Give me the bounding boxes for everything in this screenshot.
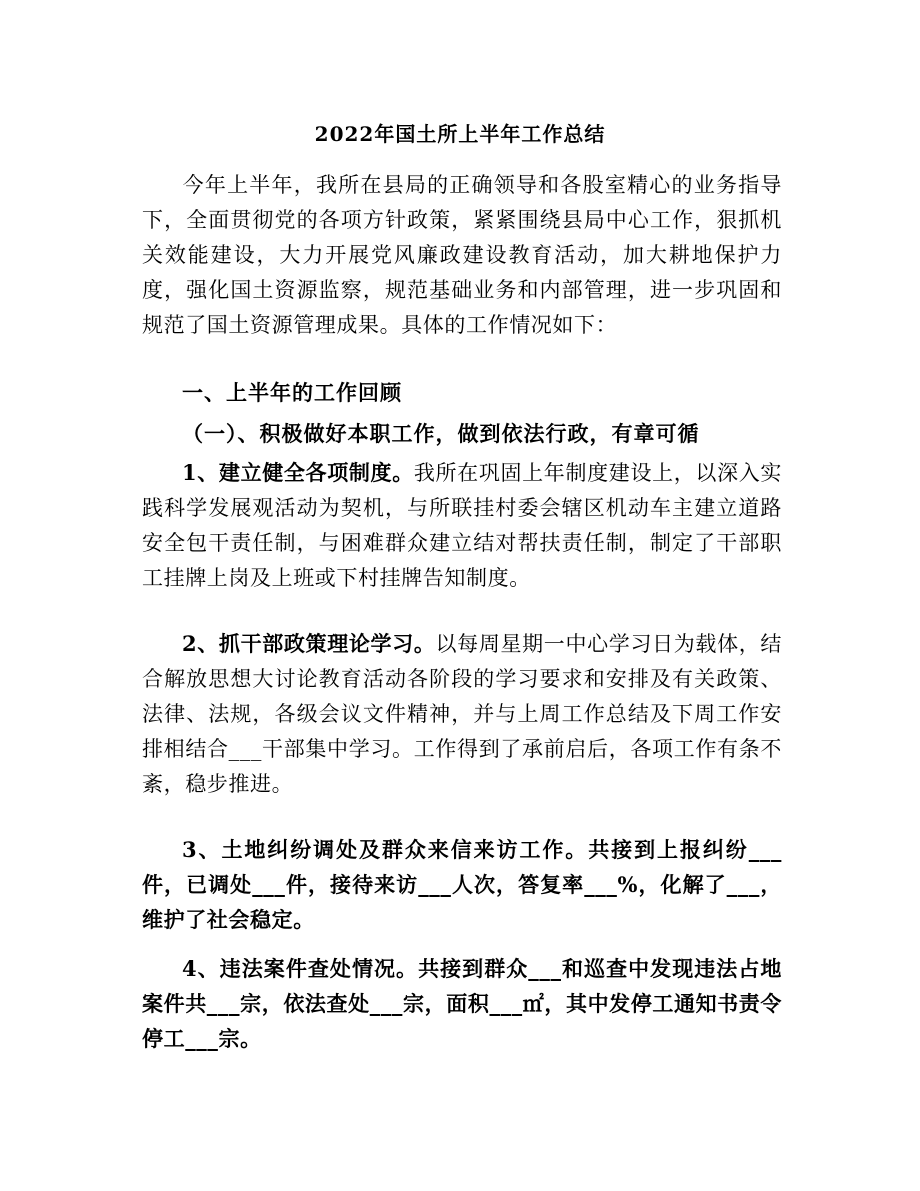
intro-text: 今年上半年，我所在县局的正确领导和各股室精心的业务指导下，全面贯彻党的各项方针政策，紧紧围绕县局中心工作，狠抓机关效能建设，大力开展党风廉政建设教育活动，加大耕地保护力度，强化国土资源监察，规范基础业务和内部管理，进一步巩固和规范了国土资源管理成果。具体的工作情况如下： [142, 173, 782, 337]
item-4-paragraph [142, 951, 782, 1056]
item-3-paragraph [142, 832, 782, 937]
item-1-lead: 1、建立健全各项制度。 [182, 460, 414, 485]
section-heading: 一、上半年的工作回顾 [182, 380, 402, 405]
item-4-text: 4、违法案件查处情况。共接到群众___和巡查中发现违法占地案件共___宗，依法查处___宗，面积___㎡，其中发停工通知书责令停工___宗。 [142, 956, 782, 1051]
item-3-text: 3、土地纠纷调处及群众来信来访工作。共接到上报纠纷___件，已调处___件，接待来访___人次，答复率___%，化解了___，维护了社会稳定。 [142, 837, 782, 932]
intro-paragraph [142, 168, 782, 343]
item-1-paragraph [142, 455, 782, 596]
document-title: 2022年国土所上半年工作总结 [314, 122, 606, 146]
item-2-body: 以每周星期一中心学习日为载体，结合解放思想大讨论教育活动各阶段的学习要求和安排及有关政策、法律、法规，各级会议文件精神，并与上周工作总结及下周工作安排相结合___干部集中学习。工作得到了承前启后，各项工作有条不紊，稳步推进。 [142, 632, 782, 796]
item-1-body: 我所在巩固上年制度建设上，以深入实践科学发展观活动为契机，与所联挂村委会辖区机动车主建立道路安全包干责任制，与困难群众建立结对帮扶责任制，制定了干部职工挂牌上岗及上班或下村挂牌告知制度。 [142, 461, 782, 590]
subsection-heading: （一）、积极做好本职工作，做到依法行政，有章可循 [182, 421, 700, 446]
item-2-lead: 2、抓干部政策理论学习。 [182, 631, 436, 656]
item-2-paragraph [142, 626, 782, 802]
